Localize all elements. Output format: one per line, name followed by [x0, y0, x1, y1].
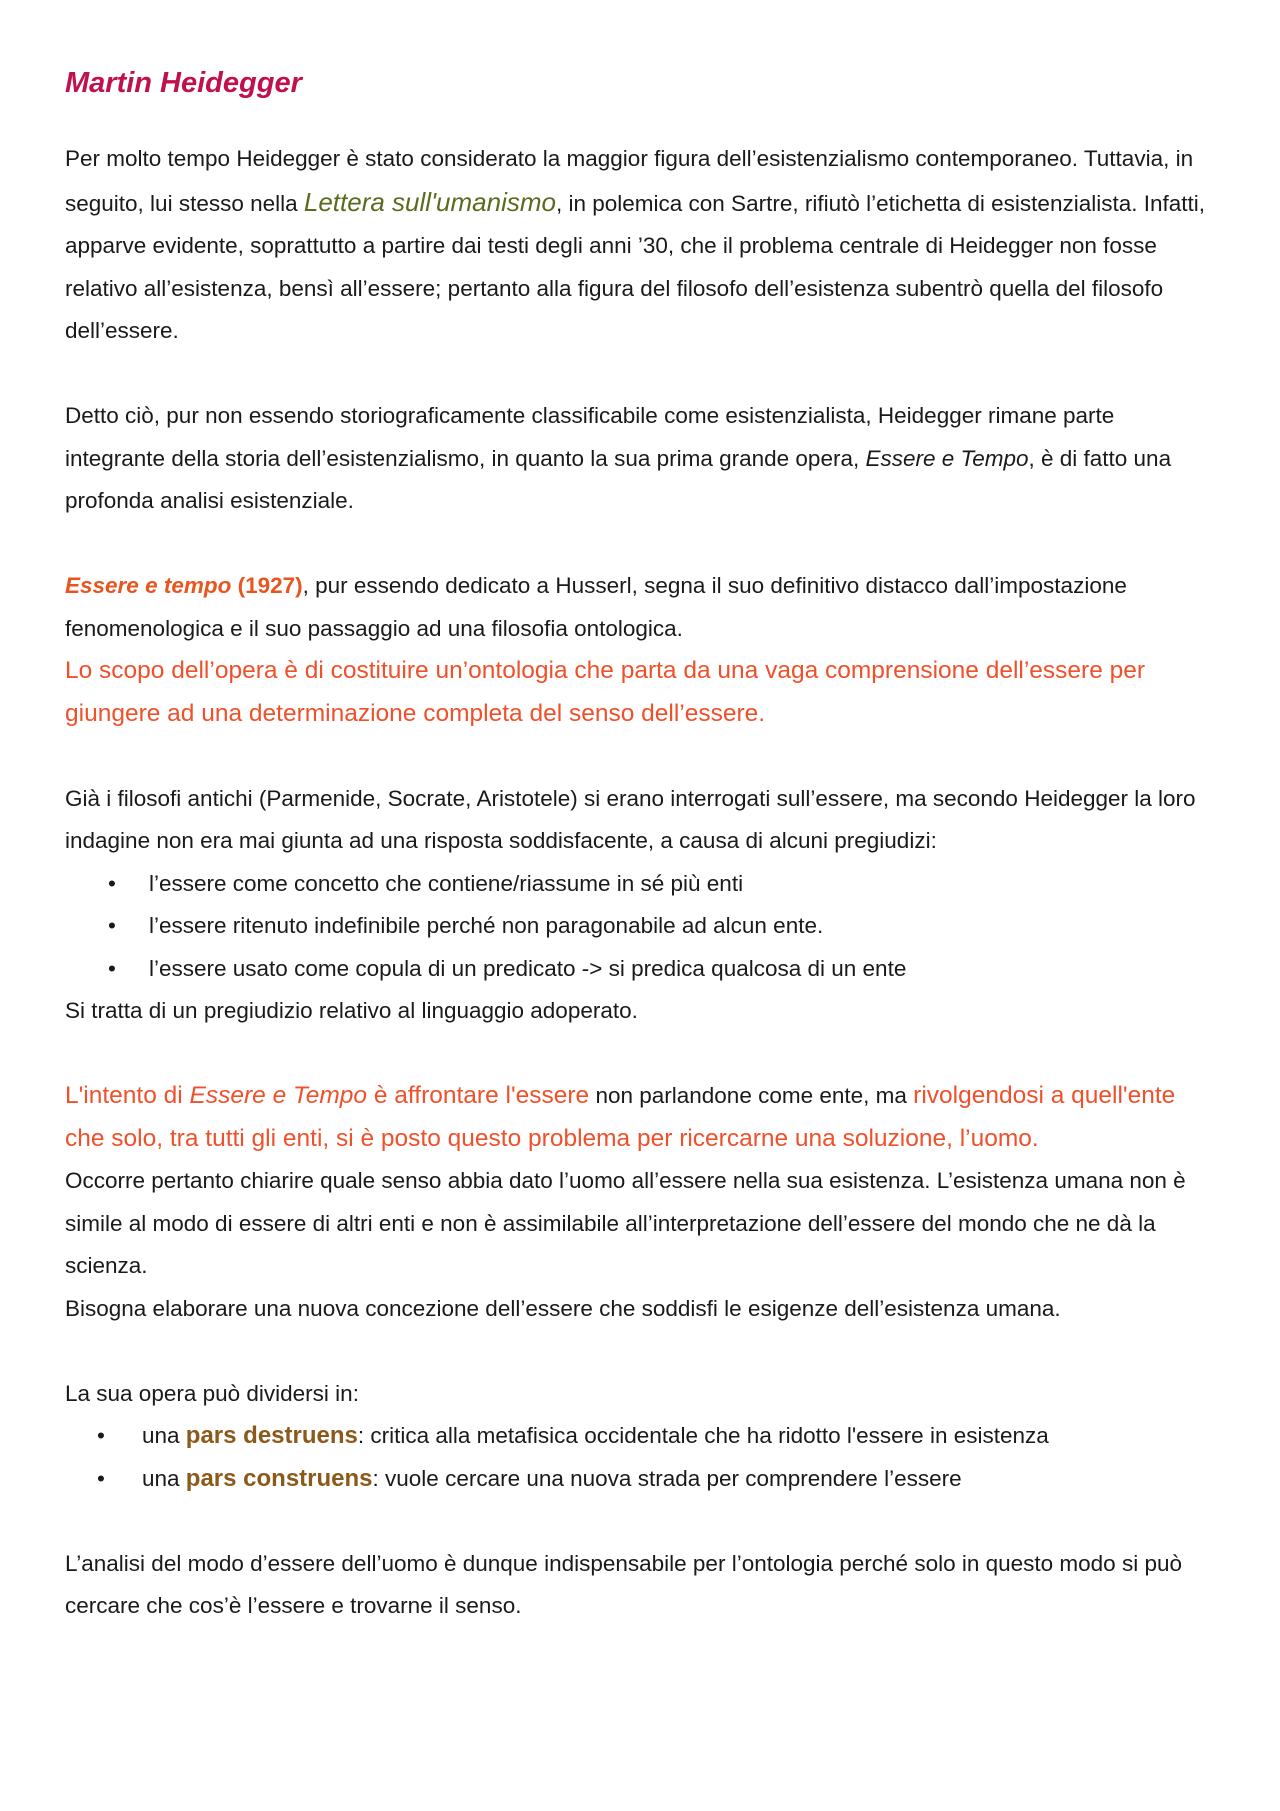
prejudice-list: [65, 863, 1215, 991]
list-item: • l’essere come concetto che contiene/riassume in sé più enti: [65, 863, 1215, 906]
paragraph-essere-e-tempo: [65, 565, 1215, 650]
paragraph-prejudices-outro: Si tratta di un pregiudizio relativo al linguaggio adoperato.: [65, 998, 638, 1023]
paragraph-intro: [65, 138, 1215, 353]
paragraph-division-intro: La sua opera può dividersi in:: [65, 1380, 359, 1406]
bullet-icon: •: [108, 955, 116, 981]
bullet-icon: •: [108, 870, 116, 896]
division-list: [65, 1415, 1215, 1500]
work-title: Essere e Tempo: [865, 445, 1029, 471]
paragraph-conclusion: L’analisi del modo d’essere dell’uomo è dunque indispensabile per l’ontologia perché solo in questo modo si può cercare che cos’è l’essere e trovarne il senso.: [65, 1550, 1182, 1618]
text: , pur essendo dedicato a Husserl, segna il suo definitivo distacco dall’impostazione fenomenologica e il suo passaggio ad una filosofia ontologica.: [65, 573, 1127, 641]
paragraph-context: [65, 395, 1215, 523]
bullet-icon: •: [97, 1465, 105, 1491]
paragraph-prejudices-intro: Già i filosofi antichi (Parmenide, Socrate, Aristotele) si erano interrogati sull’essere, ma secondo Heidegger la loro indagine non era mai giunta ad una risposta soddisfacente, a causa di alcuni pregiudizi:: [65, 785, 1196, 853]
page-title: Martin Heidegger: [65, 67, 302, 99]
work-title: Essere e tempo: [65, 573, 232, 598]
list-item: • una pars construens: vuole cercare una nuova strada per comprendere l’essere: [65, 1458, 1215, 1501]
bullet-icon: •: [108, 913, 116, 938]
bullet-icon: •: [97, 1423, 105, 1448]
text: , è di fatto una profonda analisi esistenziale.: [65, 445, 1172, 513]
paragraph-human-existence: Occorre pertanto chiarire quale senso abbia dato l’uomo all’essere nella sua esistenza. L’esistenza umana non è simile al modo di essere di altri enti e non è assimilabile all’interpretazione dell’essere del mondo che ne dà la scienza.: [65, 1168, 1186, 1278]
work-title: Lettera sull'umanismo: [303, 186, 556, 217]
term: pars destruens: [185, 1422, 358, 1449]
text: Per molto tempo Heidegger è stato considerato la maggior figura dell’esistenzialismo contemporaneo. Tuttavia, in seguito, lui stesso nella: [65, 146, 1194, 216]
paragraph-scope: Lo scopo dell’opera è di costituire un’ontologia che parta da una vaga comprensione dell’essere per giungere ad una determinazione completa del senso dell’essere.: [65, 657, 1146, 727]
paragraph-intent: L'intento di Essere e Tempo è affrontare l'essere non parlandone come ente, ma rivolgendosi a quell'ente che solo, tra tutti gli enti, si è posto questo problema per ricercarne una soluzione, l’uomo.: [65, 1082, 1176, 1152]
list-item: • una pars destruens: critica alla metafisica occidentale che ha ridotto l'essere in esistenza: [65, 1415, 1215, 1458]
text: Detto ciò, pur non essendo storiograficamente classificabile come esistenzialista, Heidegger rimane parte integrante della storia dell’esistenzialismo, in quanto la sua prima grande opera,: [65, 403, 1115, 471]
list-item: • l’essere ritenuto indefinibile perché non paragonabile ad alcun ente.: [65, 905, 1215, 948]
text: , in polemica con Sartre, rifiutò l’etichetta di esistenzialista. Infatti, apparve evidente, soprattutto a partire dai testi degli anni ’30, che il problema centrale di Heidegger non fosse relativo all’esistenza, bensì all’essere; pertanto alla figura del filosofo dell’esistenza subentrò quella del filosofo dell’essere.: [65, 190, 1206, 343]
work-title: Essere e Tempo: [189, 1082, 368, 1109]
year: (1927): [231, 573, 303, 598]
term: pars construens: [185, 1464, 373, 1492]
paragraph-new-conception: Bisogna elaborare una nuova concezione dell’essere che soddisfi le esigenze dell’esistenza umana.: [65, 1295, 1061, 1321]
list-item: • l’essere usato come copula di un predicato -> si predica qualcosa di un ente: [65, 948, 1215, 991]
